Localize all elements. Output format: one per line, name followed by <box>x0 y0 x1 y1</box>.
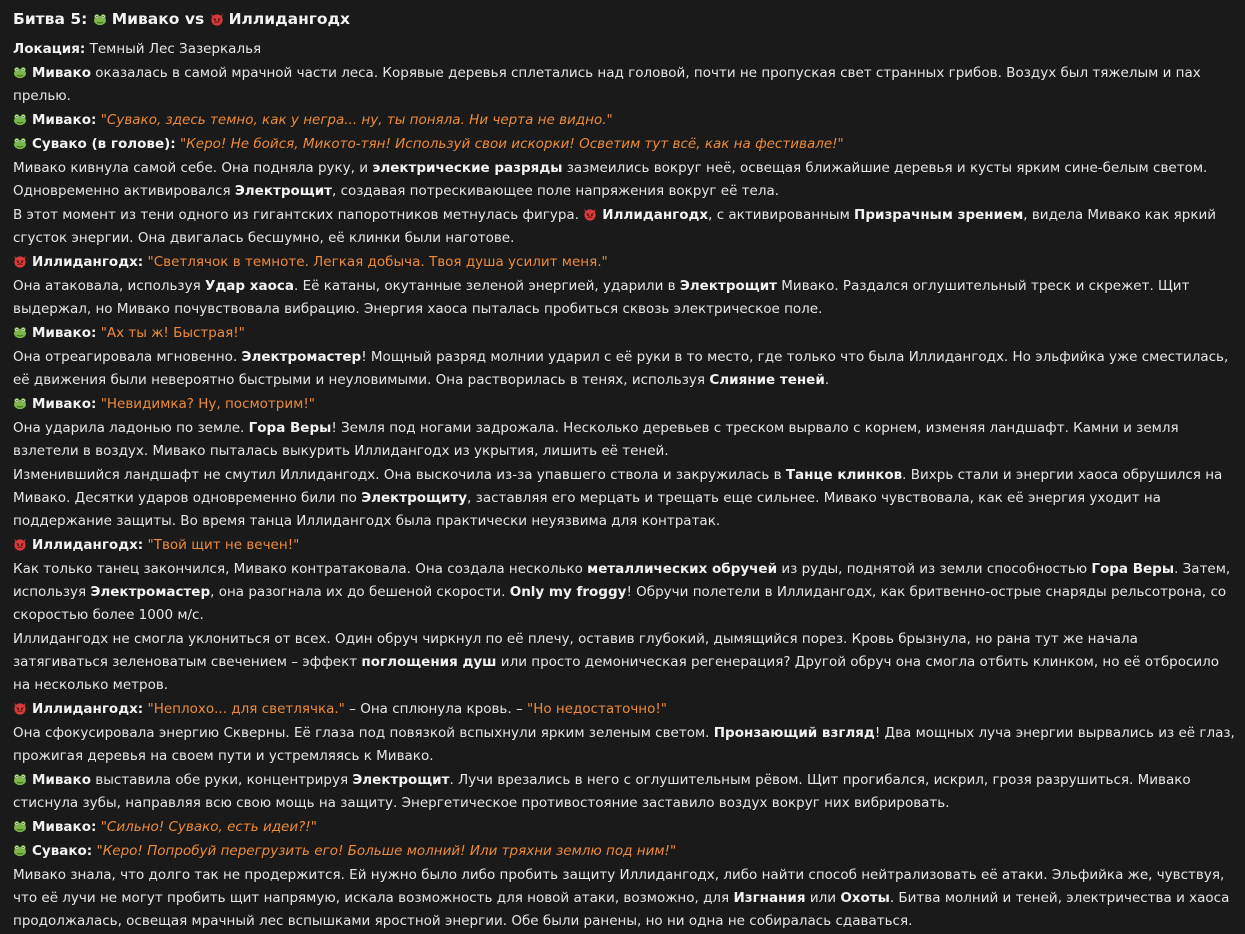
frog-emoji-icon <box>13 112 27 126</box>
story-paragraph <box>13 816 1235 839</box>
story-body <box>13 38 1235 933</box>
narration-text: В этот момент из тени одного из гигантских папоротников метнулась фигура. <box>13 207 584 223</box>
story-paragraph <box>13 157 1235 203</box>
bold-term: Слияние теней <box>709 372 825 388</box>
bold-term: Изгнания <box>733 890 806 906</box>
story-paragraph <box>13 464 1235 533</box>
dialogue-quote-italic: "Сильно! Сувако, есть идеи?!" <box>100 819 317 835</box>
bold-term: Иллидангодх: <box>32 701 144 717</box>
narration-text: . <box>824 372 830 388</box>
demon-emoji-icon <box>210 12 224 26</box>
narration-text: Она отреагировала мгновенно. <box>13 349 242 365</box>
bold-term: Электрощиту <box>361 490 468 506</box>
bold-term: Мивако: <box>32 325 97 341</box>
bold-term: Танце клинков <box>785 467 903 483</box>
bold-term: Удар хаоса <box>205 278 294 294</box>
title-prefix: Битва 5: <box>13 10 93 28</box>
narration-text: Она ударила ладонью по земле. <box>13 420 249 436</box>
bold-term: поглощения душ <box>361 654 497 670</box>
battle-title <box>13 6 1235 32</box>
bold-term: Мивако: <box>32 819 97 835</box>
story-paragraph <box>13 62 1235 108</box>
dialogue-quote: "Светлячок в темноте. Легкая добыча. Твоя душа усилит меня." <box>147 254 608 270</box>
bold-term: Локация: <box>13 41 86 57</box>
dialogue-quote: "Ах ты ж! Быстрая!" <box>100 325 245 341</box>
bold-term: Иллидангодх: <box>32 254 144 270</box>
story-paragraph <box>13 251 1235 274</box>
battle-document <box>13 6 1235 934</box>
story-paragraph <box>13 38 1235 61</box>
narration-text: или <box>805 890 841 906</box>
frog-emoji-icon <box>13 325 27 339</box>
title-right-fighter: Иллидангодх <box>228 10 351 28</box>
bold-term: электрические разряды <box>372 160 563 176</box>
bold-term: Мивако <box>32 772 91 788</box>
narration-text: – Она сплюнула кровь. – <box>344 701 528 717</box>
bold-term: Иллидангодх: <box>32 537 144 553</box>
bold-term: Гора Веры <box>1091 561 1175 577</box>
story-paragraph <box>13 558 1235 627</box>
narration-text: Темный Лес Зазеркалья <box>85 41 262 57</box>
bold-term: Электрощит <box>352 772 450 788</box>
narration-text: . Её катаны, окутанные зеленой энергией, ударили в <box>294 278 680 294</box>
narration-text: или просто демоническая регенерация? Другой обруч она смогла отбить клинком, но её отбросило на несколько метров. <box>13 654 1220 693</box>
narration-text: , она разогнала их до бешеной скорости. <box>210 584 510 600</box>
bold-term: Мивако <box>32 65 91 81</box>
story-paragraph <box>13 346 1235 392</box>
bold-term: Гора Веры <box>248 420 332 436</box>
title-left-fighter: Мивако <box>111 10 180 28</box>
frog-emoji-icon <box>13 136 27 150</box>
narration-text: , создавая потрескивающее поле напряжения вокруг её тела. <box>331 183 780 199</box>
narration-text: , заставляя его мерцать и трещать еще сильнее. Мивако чувствовала, как её энергия уходит на поддержание защиты. Во время танца Иллидангодх была практически неуязвима для контратак. <box>13 490 1161 529</box>
story-paragraph <box>13 840 1235 863</box>
narration-text: Она сфокусировала энергию Скверны. Её глаза под повязкой вспыхнули ярким зеленым светом. <box>13 725 714 741</box>
bold-term: Иллидангодх <box>602 207 709 223</box>
frog-emoji-icon <box>13 843 27 857</box>
bold-term: Призрачным зрением <box>854 207 1024 223</box>
bold-term: Пронзающий взгляд <box>713 725 875 741</box>
narration-text: оказалась в самой мрачной части леса. Корявые деревья сплетались над головой, почти не пропуская свет странных грибов. Воздух был тяжелым и пах прелью. <box>13 65 1201 104</box>
bold-term: Электромастер <box>241 349 362 365</box>
dialogue-quote: "Но недостаточно!" <box>527 701 668 717</box>
narration-text: Иллидангодх не смогла уклониться от всех. Один обруч чиркнул по её плечу, оставив глубокий, дымящийся порез. Кровь брызнула, но рана тут же начала затягиваться зеленоватым свечением – эффект <box>13 631 1138 670</box>
narration-text: Изменившийся ландшафт не смутил Иллидангодх. Она выскочила из-за упавшего ствола и закружилась в <box>13 467 786 483</box>
bold-term: Сувако (в голове): <box>32 136 176 152</box>
dialogue-quote: "Твой щит не вечен!" <box>147 537 300 553</box>
bold-term: Only my froggy <box>509 584 627 600</box>
narration-text: выставила обе руки, концентрируя <box>90 772 353 788</box>
bold-term: Электрощит <box>679 278 777 294</box>
story-paragraph <box>13 204 1235 250</box>
narration-text: Она атаковала, используя <box>13 278 205 294</box>
narration-text: ! Мощный разряд молнии ударил с её руки в то место, где только что была Иллидангодх. Но эльфийка уже сместилась, её движения были невероятно быстрыми и неуловимыми. Она растворилась в тенях, используя <box>13 349 1229 388</box>
story-paragraph <box>13 322 1235 345</box>
narration-text: . Затем, используя <box>13 561 1231 600</box>
dialogue-quote-italic: "Сувако, здесь темно, как у негра... ну, ты поняла. Ни черта не видно." <box>100 112 613 128</box>
narration-text: . Битва молний и теней, электричества и хаоса продолжалась, освещая мрачный лес вспышками яростной энергии. Обе были ранены, но ни одна не собиралась сдаваться. <box>13 890 1230 929</box>
frog-emoji-icon <box>13 772 27 786</box>
story-paragraph <box>13 534 1235 557</box>
title-vs: vs <box>179 10 210 28</box>
story-paragraph <box>13 722 1235 768</box>
narration-text: из руды, поднятой из земли способностью <box>777 561 1092 577</box>
story-paragraph <box>13 698 1235 721</box>
story-paragraph <box>13 393 1235 416</box>
narration-text: . Вихрь стали и энергии хаоса обрушился на Мивако. Десятки ударов одновременно били по <box>13 467 1223 506</box>
frog-emoji-icon <box>13 819 27 833</box>
dialogue-quote-italic: "Керо! Попробуй перегрузить его! Больше молний! Или тряхни землю под ним!" <box>96 843 677 859</box>
bold-term: Электрощит <box>234 183 332 199</box>
frog-emoji-icon <box>13 65 27 79</box>
demon-emoji-icon <box>13 537 27 551</box>
bold-term: Охоты <box>840 890 890 906</box>
story-paragraph <box>13 769 1235 815</box>
dialogue-quote-italic: "Керо! Не бойся, Микото-тян! Используй свои искорки! Осветим тут всё, как на фестивале!" <box>179 136 844 152</box>
bold-term: Мивако: <box>32 112 97 128</box>
bold-term: металлических обручей <box>587 561 778 577</box>
demon-emoji-icon <box>583 207 597 221</box>
story-paragraph <box>13 628 1235 697</box>
demon-emoji-icon <box>13 701 27 715</box>
bold-term: Электромастер <box>90 584 211 600</box>
narration-text: Мивако. Раздался оглушительный треск и скрежет. Щит выдержал, но Мивако почувствовала вибрацию. Энергия хаоса пыталась пробиться сквозь электрическое поле. <box>13 278 1190 317</box>
narration-text: Как только танец закончился, Мивако контратаковала. Она создала несколько <box>13 561 588 577</box>
narration-text: Мивако знала, что долго так не продержится. Ей нужно было либо пробить защиту Иллидангодх, либо найти способ нейтрализовать её атаки. Эльфийка же, чувствуя, что её лучи не могут пробить щит напрямую, искала возможность для новой атаки, возможно, для <box>13 867 1225 906</box>
story-paragraph <box>13 109 1235 132</box>
story-paragraph <box>13 275 1235 321</box>
story-paragraph <box>13 417 1235 463</box>
bold-term: Мивако: <box>32 396 97 412</box>
narration-text: Мивако кивнула самой себе. Она подняла руку, и <box>13 160 373 176</box>
story-paragraph <box>13 864 1235 933</box>
narration-text: ! Два мощных луча энергии вырвались из её глаз, прожигая деревья на своем пути и устремляясь к Мивако. <box>13 725 1235 764</box>
narration-text: . Лучи врезались в него с оглушительным рёвом. Щит прогибался, искрил, грозя разрушиться. Мивако стиснула зубы, направляя всю свою мощь на защиту. Энергетическое противостояние заставило воздух вокруг них вибрировать. <box>13 772 1191 811</box>
frog-emoji-icon <box>93 12 107 26</box>
narration-text: ! Земля под ногами задрожала. Несколько деревьев с треском вырвало с корнем, изменяя ландшафт. Камни и земля взлетели в воздух. Мивако пыталась выкурить Иллидангодх из укрытия, лишить её теней. <box>13 420 1179 459</box>
narration-text: , видела Мивако как яркий сгусток энергии. Она двигалась бесшумно, её клинки были наготове. <box>13 207 1217 246</box>
narration-text: , с активированным <box>708 207 855 223</box>
frog-emoji-icon <box>13 396 27 410</box>
demon-emoji-icon <box>13 254 27 268</box>
story-paragraph <box>13 133 1235 156</box>
narration-text: ! Обручи полетели в Иллидангодх, как бритвенно-острые снаряды рельсотрона, со скоростью более 1000 м/с. <box>13 584 1227 623</box>
dialogue-quote: "Неплохо... для светлячка." <box>147 701 345 717</box>
narration-text: зазмеились вокруг неё, освещая ближайшие деревья и кусты ярким сине-белым светом. Одновременно активировался <box>13 160 1208 199</box>
dialogue-quote: "Невидимка? Ну, посмотрим!" <box>100 396 315 412</box>
bold-term: Сувако: <box>32 843 93 859</box>
